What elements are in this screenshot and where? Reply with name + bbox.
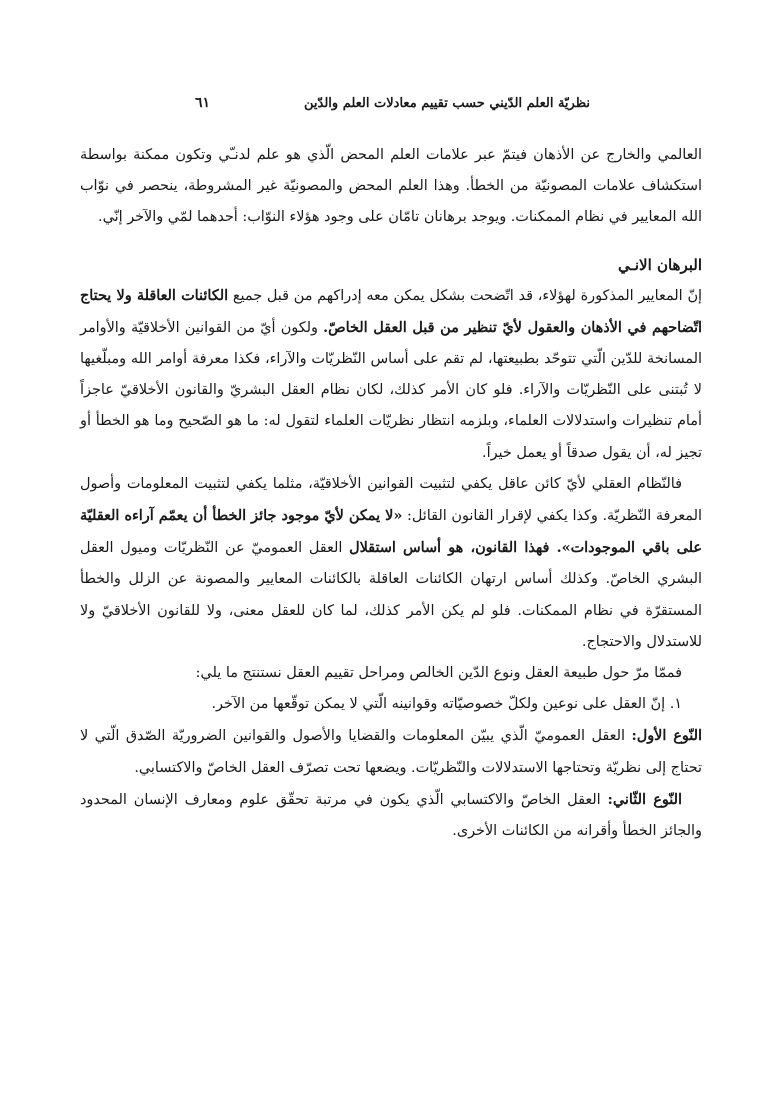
- paragraph-3-part-b: العقل العموميّ عن النّظريّات وميول العقل البشري الخاصّ. وكذلك أساس ارتهان الكائنات العاقلة بالكائنات المعايير والمصونة عن الزلل والخطأ المستقرّة في نظام الممكنات. فلو لم يكن الأمر كذلك، لما كان للعقل معنى، ولا للقانون الأخلاقيّ ولا للاستدلال والاحتجاج.: [80, 540, 702, 650]
- running-header: [195, 92, 590, 114]
- type-1-text: العقل العموميّ الّذي يبيّن المعلومات والقضايا والأصول والقوانين الضروريّة الصّدق الّتي لا تحتاج إلى نظريّة وتحتاجها الاستدلالات والنّظريّات. ويضعها تحت تصرّف العقل الخاصّ والاكتسابي.: [80, 728, 702, 776]
- paragraph-type-1: [80, 720, 702, 783]
- paragraph-4: فممّا مرّ حول طبيعة العقل ونوع الدّين الخالص ومراحل تقييم العقل نستنتج ما يلي:: [195, 665, 682, 682]
- paragraph-2-part-a: إنّ المعايير المذكورة لهؤلاء، قد اتّضحت بشكل يمكن معه إدراكهم من قبل جميع: [228, 287, 703, 304]
- paragraph-3-part-a: فالنّظام العقلي لأيّ كائن عاقل يكفي لتثبيت القوانين الأخلاقيّة، مثلما يكفي لتثبيت المعلومات وأصول المعرفة النّظريّة. وكذا يكفي لإقرار القانون القائل:: [80, 475, 702, 525]
- paragraph-3-quote: «لا يمكن لأيّ موجود جائز الخطأ أن يعمّم آراءه العقليّة على باقي الموجودات». فهذا القانون، هو أساس استقلال: [80, 507, 702, 557]
- paragraph-2: [80, 280, 702, 469]
- type-2-text: العقل الخاصّ والاكتسابي الّذي يكون في مرتبة تحقّق علوم ومعارف الإنسان المحدود والجائز الخطأ وأقرانه من الكائنات الأخرى.: [80, 791, 702, 840]
- paragraph-2-emphasis: الكائنات العاقلة ولا يحتاج اتّضاحهم في الأذهان والعقول لأيّ تنظير من قبل العقل الخاصّ.: [80, 286, 702, 336]
- paragraph-type-2: [80, 784, 702, 847]
- running-title: نظريّة العلم الدّيني حسب تقييم معادلات العلم والدّين: [303, 95, 590, 111]
- paragraph-1: العالمي والخارج عن الأذهان فيتمّ عبر علامات العلم المحض الّذي هو علم لدنـّي وتكون ممكنة بواسطة استكشاف علامات المصونيّة من الخطأ. وهذا العلم المحض والمصونيّة غير المشروطة، ينحصر في نوّاب الله المعايير في نظام الممكنات. ويوجد برهانان تامّان على وجود هؤلاء النوّاب: أحدهما لمّي والآخر إنّي.: [80, 147, 702, 226]
- body-text: [80, 140, 702, 847]
- type-1-term: النّوع الأول:: [631, 727, 702, 745]
- type-2-term: النّوع الثّاني:: [607, 790, 683, 808]
- list-item-1: ١. إنّ العقل على نوعين ولكلّ خصوصيّاته وقوانينه الّتي لا يمكن توقّعها من الآخر.: [211, 696, 682, 713]
- paragraph-3: [80, 469, 702, 658]
- page-number: ٦١: [195, 95, 211, 111]
- section-heading: البرهان الانـي: [617, 255, 702, 274]
- paragraph-2-part-c: ولكون أيّ من القوانين الأخلاقيّة والأوامر المسانخة للدّين الّتي تتوحّد بطبيعتها، لم تقم على أساس النّظريّات والآراء، فكذا معرفة أوامر الله ومبلّغيها لا تُبتنى على النّظريّات والآراء. فلو كان الأمر كذلك، لكان نظام العقل البشريّ والقانون الأخلاقيّ عاجزاً أمام تنظيرات واستدلالات العلماء، وبلزمه انتظار نظريّات العلماء لتقول له: ما هو الصّحيح وما هو الخطأ أو تجيز له، أن يقول صدقاً أو يعمل خيراً.: [80, 319, 702, 461]
